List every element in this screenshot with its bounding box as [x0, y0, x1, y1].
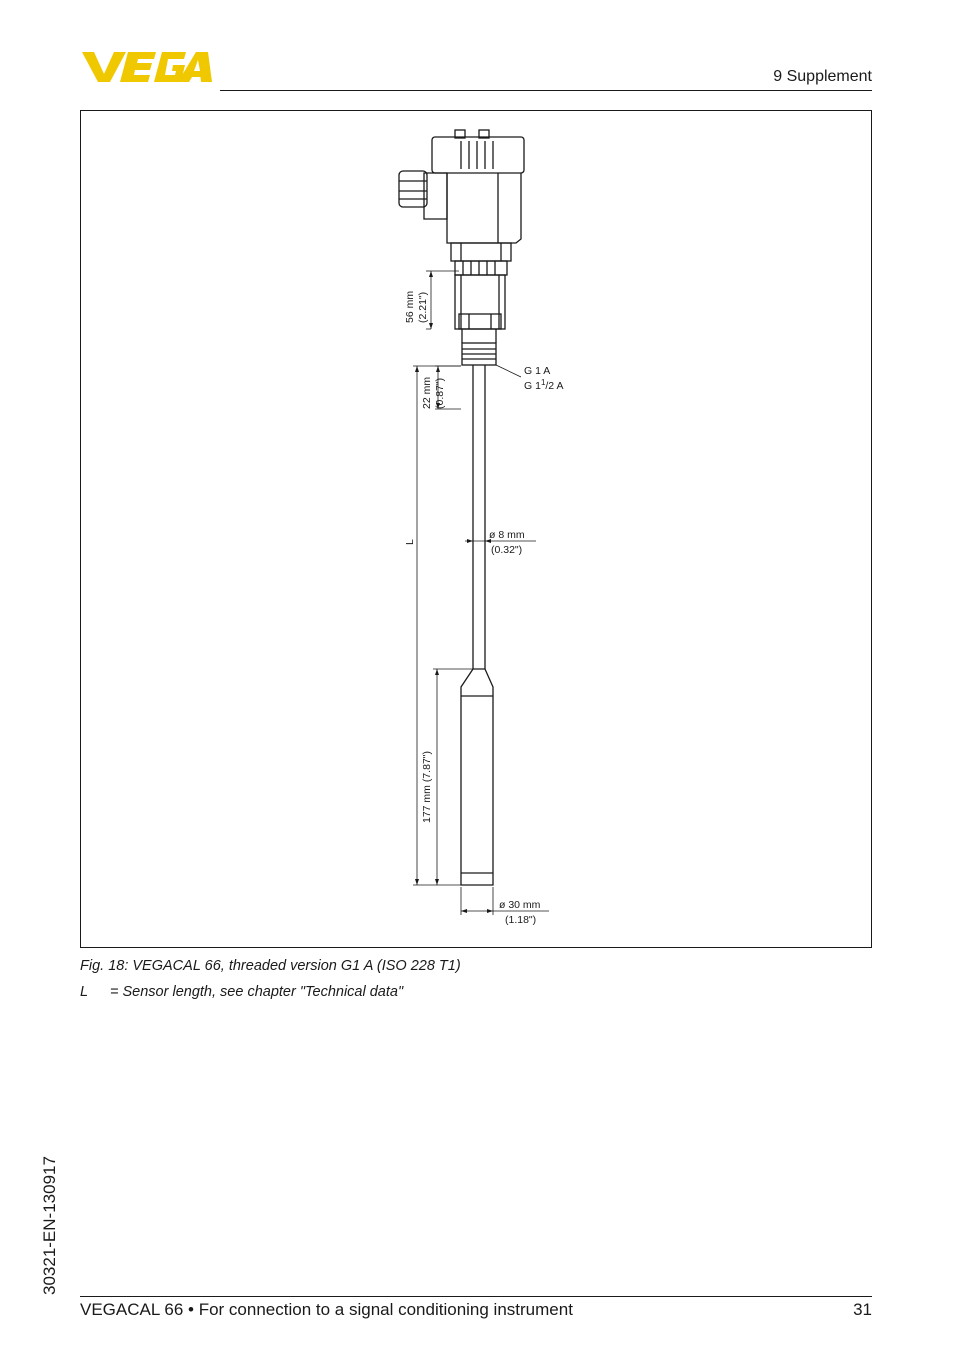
- legend-text: = Sensor length, see chapter "Technical data": [110, 984, 404, 1000]
- legend-key: L: [80, 984, 89, 1000]
- dim-56-mm: 56 mm: [404, 290, 416, 323]
- thread-g1-half: G $1^1/2$ A: [524, 378, 564, 392]
- vega-logo: [82, 50, 212, 84]
- sensor-housing: [399, 130, 524, 885]
- dim-56-inch: (2.21"): [417, 291, 429, 323]
- figure-legend: [80, 984, 403, 1000]
- section-title: 9 Supplement: [773, 68, 872, 85]
- dim-22-mm: 22 mm: [421, 376, 433, 409]
- header-divider: [220, 90, 872, 91]
- footer-title: VEGACAL 66 • For connection to a signal conditioning instrument: [80, 1300, 573, 1319]
- dim-rod-diameter-inch: (0.32"): [491, 544, 523, 556]
- dim-22-inch: (0.87"): [434, 377, 446, 409]
- technical-drawing: [81, 111, 873, 949]
- dim-weight-diameter-inch: (1.18"): [505, 914, 537, 926]
- figure-frame: [80, 110, 872, 948]
- figure-caption: Fig. 18: VEGACAL 66, threaded version G1 A (ISO 228 T1): [80, 958, 461, 974]
- dim-sensor-length: L: [404, 539, 416, 545]
- page-number: 31: [853, 1300, 872, 1319]
- dim-177-mm: 177 mm (7.87"): [421, 750, 433, 823]
- dim-rod-diameter: ø 8 mm: [489, 529, 525, 541]
- thread-g1: G 1 A: [524, 365, 551, 377]
- dim-weight-diameter: ø 30 mm: [499, 899, 541, 911]
- footer-divider: [80, 1296, 872, 1297]
- document-id: 30321-EN-130917: [40, 1156, 59, 1295]
